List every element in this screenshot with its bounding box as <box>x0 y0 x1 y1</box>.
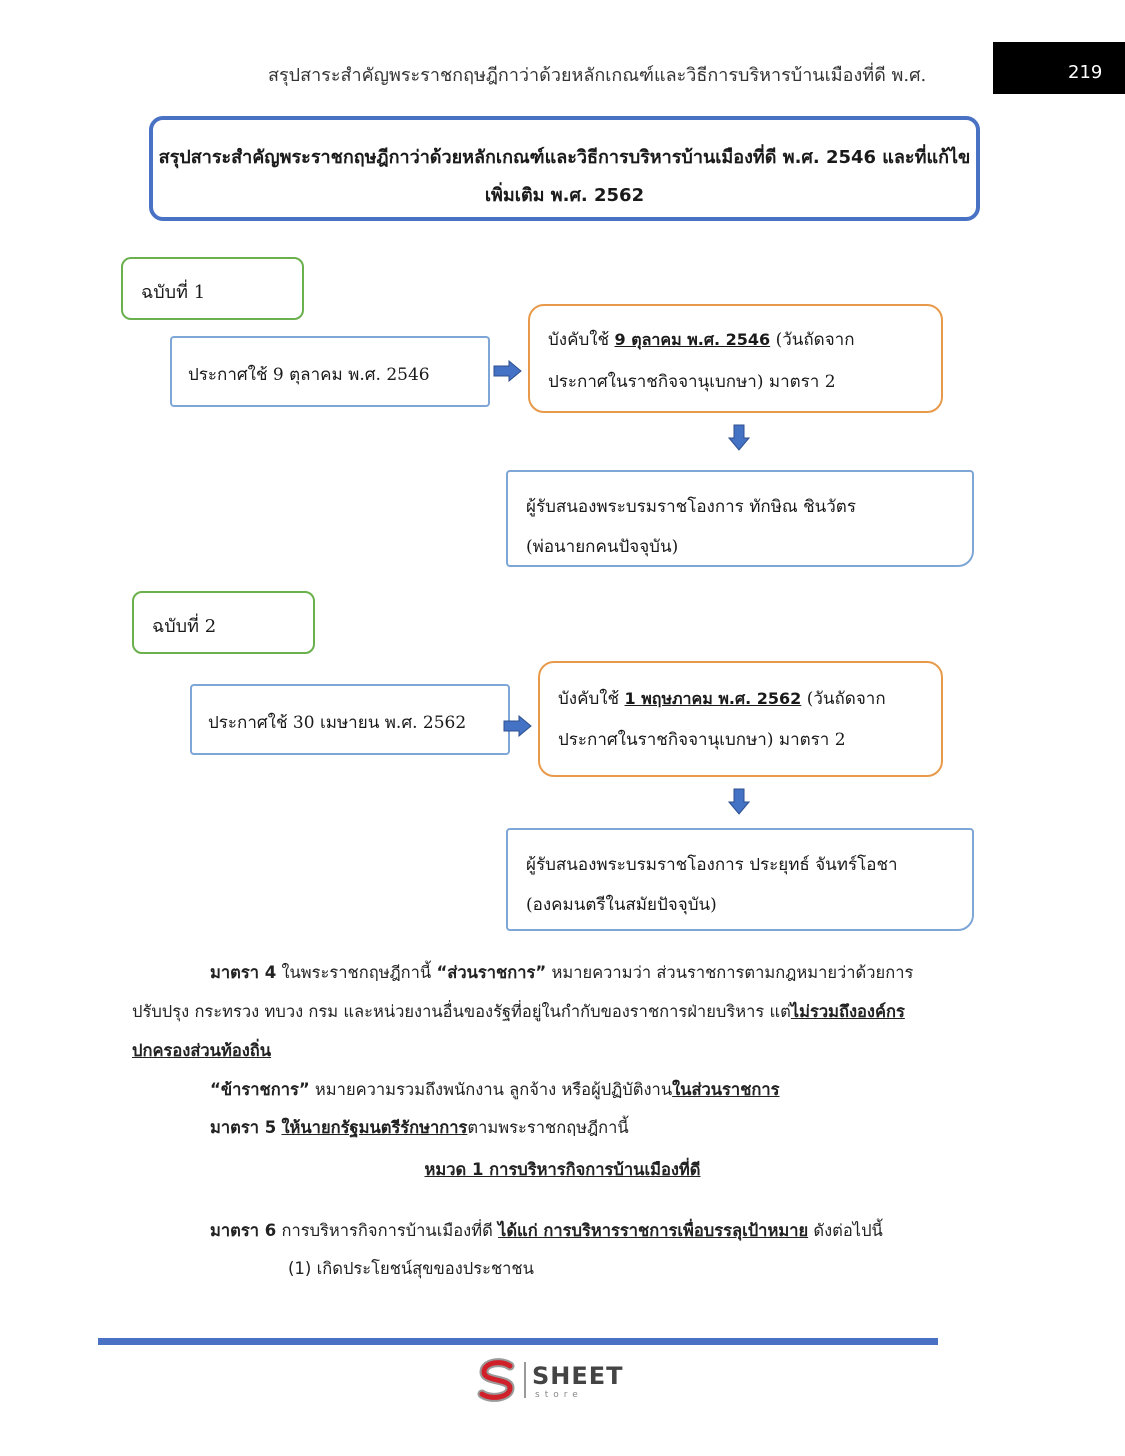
section-4-line-3 <box>132 1038 271 1064</box>
section-4-emphasis: ไม่รวมถึงองค์กร <box>790 1002 905 1021</box>
edition-1-effective-line-1 <box>548 326 855 353</box>
edition-2-label-box <box>132 591 315 654</box>
section-6-item-1: (1) เกิดประโยชน์สุขของประชาชน <box>288 1259 534 1278</box>
effective-suffix: (วันถัดจาก <box>801 689 886 709</box>
section-6-emphasis: ได้แก่ การบริหารราชการเพื่อบรรลุเป้าหมาย <box>498 1221 809 1240</box>
sheet-store-logo-icon <box>476 1358 520 1402</box>
official-text: หมายความรวมถึงพนักงาน ลูกจ้าง หรือผู้ปฏิบัติงาน <box>309 1080 673 1099</box>
section-4-text: ปรับปรุง กระทรวง ทบวง กรม และหน่วยงานอื่นของรัฐที่อยู่ในกำกับของราชการฝ่ายบริหาร แต่ <box>132 1002 791 1021</box>
edition-1-responsible-line-2: (พ่อนายกคนปัจจุบัน) <box>526 537 679 557</box>
down-arrow-icon <box>728 424 750 452</box>
edition-1-announced: ประกาศใช้ 9 ตุลาคม พ.ศ. 2546 <box>188 365 430 385</box>
section-5-emphasis: ให้นายกรัฐมนตรีรักษาการ <box>281 1118 468 1137</box>
title-box <box>149 116 980 221</box>
footer-rule <box>98 1338 938 1345</box>
edition-2-label: ฉบับที่ 2 <box>152 616 217 637</box>
effective-date: 9 ตุลาคม พ.ศ. 2546 <box>614 330 771 349</box>
section-6 <box>210 1218 883 1244</box>
edition-2-effective-line-1 <box>558 685 886 712</box>
logo-subtext: store <box>535 1390 583 1400</box>
effective-date: 1 พฤษภาคม พ.ศ. 2562 <box>624 689 802 708</box>
page-header-title: สรุปสาระสำคัญพระราชกฤษฎีกาว่าด้วยหลักเกณฑ์และวิธีการบริหารบ้านเมืองที่ดี พ.ศ. <box>268 65 927 86</box>
effective-prefix: บังคับใช้ <box>548 330 615 350</box>
section-4-line-2 <box>132 999 905 1025</box>
page-number-box <box>993 42 1125 94</box>
section-4-line-1 <box>210 960 913 986</box>
section-6-text: การบริหารกิจการบ้านเมืองที่ดี <box>276 1221 499 1240</box>
section-4-label: มาตรา 4 <box>210 963 277 982</box>
edition-2-effective-box <box>538 661 943 777</box>
edition-1-responsible-box <box>506 470 974 567</box>
right-arrow-icon <box>503 715 533 737</box>
section-5-text: ตามพระราชกฤษฎีกานี้ <box>467 1118 629 1137</box>
edition-1-label: ฉบับที่ 1 <box>141 282 206 303</box>
title-line-2: เพิ่มเติม พ.ศ. 2562 <box>484 185 645 206</box>
section-5-label: มาตรา 5 <box>210 1118 277 1137</box>
edition-2-responsible-line-1: ผู้รับสนองพระบรมราชโองการ ประยุทธ์ จันทร์โอชา <box>526 855 898 875</box>
edition-2-responsible-line-2: (องคมนตรีในสมัยปัจจุบัน) <box>526 895 717 915</box>
edition-2-announced-box <box>190 684 510 755</box>
edition-2-responsible-box <box>506 828 974 931</box>
right-arrow-icon <box>493 360 523 382</box>
official-term: “ข้าราชการ” <box>210 1080 310 1099</box>
official-emphasis: ในส่วนราชการ <box>672 1080 780 1099</box>
section-6-text: ดังต่อไปนี้ <box>808 1221 883 1240</box>
section-5 <box>210 1115 629 1141</box>
section-4-text: หมายความว่า ส่วนราชการตามกฎหมายว่าด้วยการ <box>546 963 914 982</box>
official-definition <box>210 1077 780 1103</box>
section-4-text: ในพระราชกฤษฎีกานี้ <box>276 963 437 982</box>
logo-word: SHEET <box>532 1362 624 1390</box>
page-number: 219 <box>1068 62 1103 83</box>
edition-1-label-box <box>121 257 304 320</box>
chapter-heading: หมวด 1 การบริหารกิจการบ้านเมืองที่ดี <box>424 1160 701 1179</box>
edition-1-effective-box <box>528 304 943 413</box>
section-4-term: “ส่วนราชการ” <box>436 963 547 982</box>
section-4-emphasis: ปกครองส่วนท้องถิ่น <box>132 1041 272 1060</box>
title-line-1: สรุปสาระสำคัญพระราชกฤษฎีกาว่าด้วยหลักเกณฑ์และวิธีการบริหารบ้านเมืองที่ดี พ.ศ. 2546 และที่แก้ไข <box>158 147 971 168</box>
down-arrow-icon <box>728 788 750 816</box>
logo-divider <box>524 1362 526 1398</box>
edition-1-effective-line-2: ประกาศในราชกิจจานุเบกษา) มาตรา 2 <box>548 372 836 392</box>
effective-suffix: (วันถัดจาก <box>770 330 855 350</box>
edition-1-responsible-line-1: ผู้รับสนองพระบรมราชโองการ ทักษิณ ชินวัตร <box>526 497 856 517</box>
edition-2-announced: ประกาศใช้ 30 เมษายน พ.ศ. 2562 <box>208 713 467 733</box>
section-6-label: มาตรา 6 <box>210 1221 277 1240</box>
edition-2-effective-line-2: ประกาศในราชกิจจานุเบกษา) มาตรา 2 <box>558 730 846 750</box>
effective-prefix: บังคับใช้ <box>558 689 625 709</box>
edition-1-announced-box <box>170 336 490 407</box>
